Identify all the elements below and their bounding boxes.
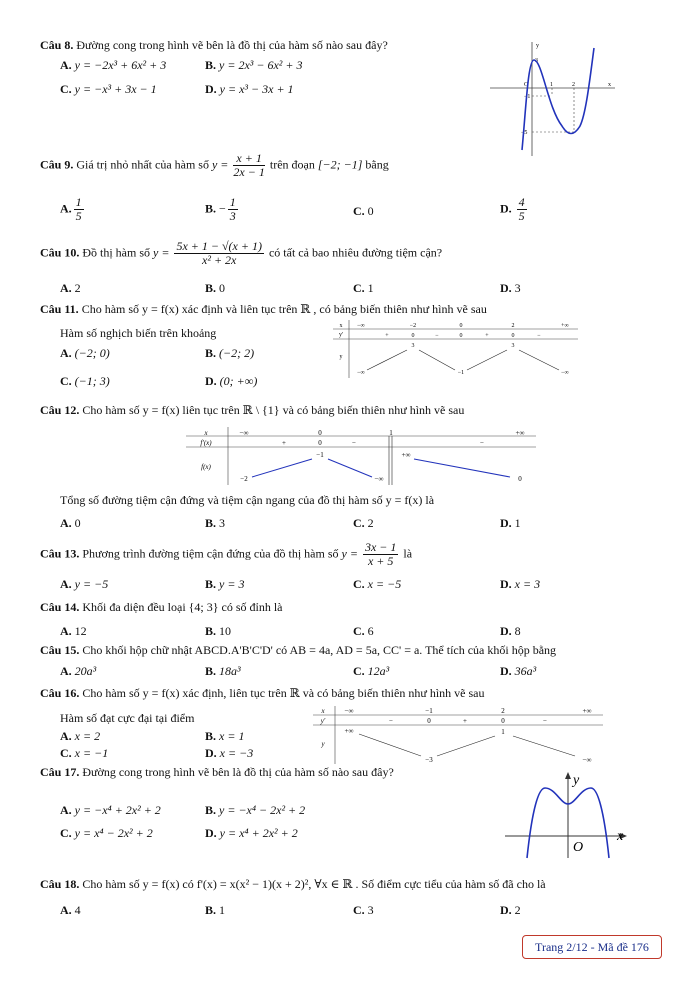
q16-sub: Hàm số đạt cực đại tại điểm <box>60 711 195 725</box>
svg-text:+∞: +∞ <box>344 727 354 735</box>
q11-variation-table <box>333 320 578 378</box>
q10-opt-c[interactable]: C. 1 <box>353 281 374 295</box>
svg-text:0: 0 <box>318 439 322 447</box>
svg-text:−∞: −∞ <box>374 475 384 483</box>
svg-text:−: − <box>480 439 484 447</box>
q16-opt-d[interactable]: D. x = −3 <box>205 746 254 760</box>
q16-stem: Câu 16. Cho hàm số y = f(x) xác định, liên tục trên ℝ và có bảng biến thiên như hình vẽ sau <box>40 686 485 700</box>
q8-y-label: y <box>536 43 539 49</box>
svg-text:−∞: −∞ <box>357 323 365 329</box>
svg-text:O: O <box>573 840 584 855</box>
svg-text:x: x <box>617 829 624 844</box>
svg-text:+: + <box>282 439 286 447</box>
q14-opt-a[interactable]: A. 12 <box>60 624 87 638</box>
q13-opt-a[interactable]: A. y = −5 <box>60 577 109 591</box>
svg-text:−: − <box>352 439 356 447</box>
q17-opt-a[interactable]: A. y = −x⁴ + 2x² + 2 <box>60 803 161 817</box>
q8-label-neg5: −5 <box>521 130 528 136</box>
q12-opt-c[interactable]: C. 2 <box>353 516 374 530</box>
svg-text:+∞: +∞ <box>561 323 569 329</box>
q15-opt-b[interactable]: B. 18a³ <box>205 664 241 678</box>
q11-opt-c[interactable]: C. (−1; 3) <box>60 374 110 388</box>
q9-opt-d[interactable]: D. $\frac{4}{5}$ <box>500 195 525 223</box>
svg-text:−3: −3 <box>425 756 433 764</box>
svg-text:1: 1 <box>389 429 393 437</box>
svg-text:0: 0 <box>511 333 515 339</box>
svg-text:−∞: −∞ <box>344 707 354 715</box>
q17-opt-b[interactable]: B. y = −x⁴ − 2x² + 2 <box>205 803 306 817</box>
q14-opt-c[interactable]: C. 6 <box>353 624 374 638</box>
q12-sub: Tổng số đường tiệm cận đứng và tiệm cận ngang của đồ thị hàm số y = f(x) là <box>60 493 435 507</box>
q10-opt-a[interactable]: A. 2 <box>60 281 81 295</box>
q11-opt-d[interactable]: D. (0; +∞) <box>205 374 258 388</box>
svg-text:2: 2 <box>511 323 515 329</box>
q17-quartic-graph <box>505 770 635 860</box>
q12-variation-table <box>186 427 536 485</box>
q16-variation-table <box>313 706 603 764</box>
svg-text:−: − <box>537 333 541 339</box>
q10-opt-d[interactable]: D. 3 <box>500 281 521 295</box>
q18-opt-d[interactable]: D. 2 <box>500 903 521 917</box>
svg-text:−1: −1 <box>316 451 324 459</box>
svg-text:−: − <box>543 717 547 725</box>
q12-opt-b[interactable]: B. 3 <box>205 516 226 530</box>
q8-stem: Câu 8. Đường cong trong hình vẽ bên là đồ thị của hàm số nào sau đây? <box>40 38 388 52</box>
q13-opt-b[interactable]: B. y = 3 <box>205 577 245 591</box>
svg-text:0: 0 <box>518 475 522 483</box>
svg-text:y: y <box>573 773 580 788</box>
q9-fraction: $\frac{x + 1}{2x - 1}$ <box>233 151 265 179</box>
q12-opt-a[interactable]: A. 0 <box>60 516 81 530</box>
page-footer: Trang 2/12 - Mã đề 176 <box>522 935 662 959</box>
svg-text:y: y <box>339 354 343 360</box>
svg-text:0: 0 <box>427 717 431 725</box>
q13-opt-d[interactable]: D. x = 3 <box>500 577 541 591</box>
q11-stem: Câu 11. Cho hàm số y = f(x) xác định và liên tục trên ℝ , có bảng biến thiên như hình vẽ sau <box>40 302 487 316</box>
svg-text:x: x <box>339 323 343 329</box>
q16-opt-a[interactable]: A. x = 2 <box>60 729 101 743</box>
q9-opt-a[interactable]: A. $\frac{1}{5}$ <box>60 195 82 223</box>
svg-text:−: − <box>435 333 439 339</box>
q14-opt-d[interactable]: D. 8 <box>500 624 521 638</box>
svg-text:y': y' <box>320 717 326 725</box>
svg-text:+: + <box>385 333 389 339</box>
svg-text:0: 0 <box>318 429 322 437</box>
svg-text:y: y <box>321 740 325 748</box>
svg-text:0: 0 <box>459 333 463 339</box>
q10-stem: Câu 10. Đồ thị hàm số y = $\frac{5x + 1 - √(x + 1)}{\text{x² + 2x}}$ có tất cả bao nhiêu đường tiệm cận? <box>40 239 443 267</box>
svg-text:+: + <box>463 717 467 725</box>
q8-opt-a[interactable]: A. y = −2x³ + 6x² + 3 <box>60 58 167 72</box>
q10-fraction: $\frac{5x + 1 - √(x + 1)}{\text{x² + 2x}}$ <box>176 239 262 267</box>
svg-text:−∞: −∞ <box>239 429 249 437</box>
q11-opt-b[interactable]: B. (−2; 2) <box>205 346 255 360</box>
svg-text:−∞: −∞ <box>582 756 592 764</box>
q17-opt-c[interactable]: C. y = x⁴ − 2x² + 2 <box>60 826 153 840</box>
q16-opt-b[interactable]: B. x = 1 <box>205 729 245 743</box>
q9-opt-c[interactable]: C. 0 <box>353 204 374 218</box>
q18-opt-c[interactable]: C. 3 <box>353 903 374 917</box>
q8-label-neg1: −1 <box>524 94 531 100</box>
q16-opt-c[interactable]: C. x = −1 <box>60 746 109 760</box>
svg-text:−1: −1 <box>457 370 465 376</box>
svg-text:x: x <box>321 707 325 715</box>
svg-text:f'(x): f'(x) <box>200 439 212 447</box>
q9-stem: Câu 9. Giá trị nhỏ nhất của hàm số y = $\frac{x + 1}{2x - 1}$ trên đoạn [−2; −1] bằng <box>40 151 389 179</box>
svg-text:−2: −2 <box>409 323 417 329</box>
q18-opt-a[interactable]: A. 4 <box>60 903 81 917</box>
q15-opt-d[interactable]: D. 36a³ <box>500 664 537 678</box>
q18-stem: Câu 18. Cho hàm số y = f(x) có f'(x) = x(x² − 1)(x + 2)², ∀x ∈ ℝ . Số điểm cực tiểu của hàm số đã cho là <box>40 877 546 891</box>
q9-opt-b[interactable]: B. − $\frac{1}{3}$ <box>205 195 236 223</box>
q8-label-1: 1 <box>550 82 553 88</box>
q15-stem: Câu 15. Cho khối hộp chữ nhật ABCD.A'B'C'D' có AB = 4a, AD = 5a, CC' = a. Thể tích của khối hộp bằng <box>40 643 557 657</box>
q13-fraction: $\frac{3x - 1}{x + 5}$ <box>364 540 397 568</box>
svg-text:0: 0 <box>459 323 463 329</box>
svg-text:+∞: +∞ <box>515 429 525 437</box>
q8-opt-d[interactable]: D. y = x³ − 3x + 1 <box>205 82 294 96</box>
svg-text:0: 0 <box>501 717 505 725</box>
svg-text:−: − <box>389 717 393 725</box>
q8-origin: O <box>524 82 529 88</box>
q12-opt-d[interactable]: D. 1 <box>500 516 521 530</box>
svg-text:f(x): f(x) <box>201 463 211 471</box>
svg-text:3: 3 <box>511 343 515 349</box>
q17-opt-d[interactable]: D. y = x⁴ + 2x² + 2 <box>205 826 298 840</box>
q11-opt-a[interactable]: A. (−2; 0) <box>60 346 110 360</box>
q14-opt-b[interactable]: B. 10 <box>205 624 232 638</box>
q13-stem: Câu 13. Phương trình đường tiệm cận đứng của đồ thị hàm số y = $\frac{3x - 1}{x + 5}$ là <box>40 540 413 568</box>
svg-text:+: + <box>485 333 489 339</box>
q15-opt-c[interactable]: C. 12a³ <box>353 664 390 678</box>
q15-opt-a[interactable]: A. 20a³ <box>60 664 97 678</box>
svg-text:x: x <box>204 429 208 437</box>
svg-text:−2: −2 <box>240 475 248 483</box>
q12-stem: Câu 12. Cho hàm số y = f(x) liên tục trên ℝ \ {1} và có bảng biến thiên như hình vẽ sau <box>40 403 465 417</box>
svg-text:2: 2 <box>501 707 505 715</box>
q8-x-label: x <box>608 82 611 88</box>
q8-cubic-graph <box>490 38 620 158</box>
q10-opt-b[interactable]: B. 0 <box>205 281 226 295</box>
q17-stem: Câu 17. Đường cong trong hình vẽ bên là đồ thị của hàm số nào sau đây? <box>40 765 394 779</box>
svg-text:y': y' <box>338 332 344 338</box>
svg-text:−1: −1 <box>425 707 433 715</box>
svg-text:1: 1 <box>501 728 505 736</box>
svg-text:−∞: −∞ <box>357 370 365 376</box>
svg-text:3: 3 <box>411 343 415 349</box>
svg-text:−∞: −∞ <box>561 370 569 376</box>
q8-label-2: 2 <box>572 82 575 88</box>
q8-opt-b[interactable]: B. y = 2x³ − 6x² + 3 <box>205 58 303 72</box>
q8-opt-c[interactable]: C. y = −x³ + 3x − 1 <box>60 82 157 96</box>
q14-stem: Câu 14. Khối đa diện đều loại {4; 3} có số đỉnh là <box>40 600 283 614</box>
q13-opt-c[interactable]: C. x = −5 <box>353 577 402 591</box>
svg-text:+∞: +∞ <box>401 451 411 459</box>
q11-sub: Hàm số nghịch biến trên khoảng <box>60 326 217 340</box>
q18-opt-b[interactable]: B. 1 <box>205 903 226 917</box>
svg-text:+∞: +∞ <box>582 707 592 715</box>
q8-curve <box>522 48 594 150</box>
svg-text:0: 0 <box>411 333 415 339</box>
q8-label-3: 3 <box>535 58 538 64</box>
